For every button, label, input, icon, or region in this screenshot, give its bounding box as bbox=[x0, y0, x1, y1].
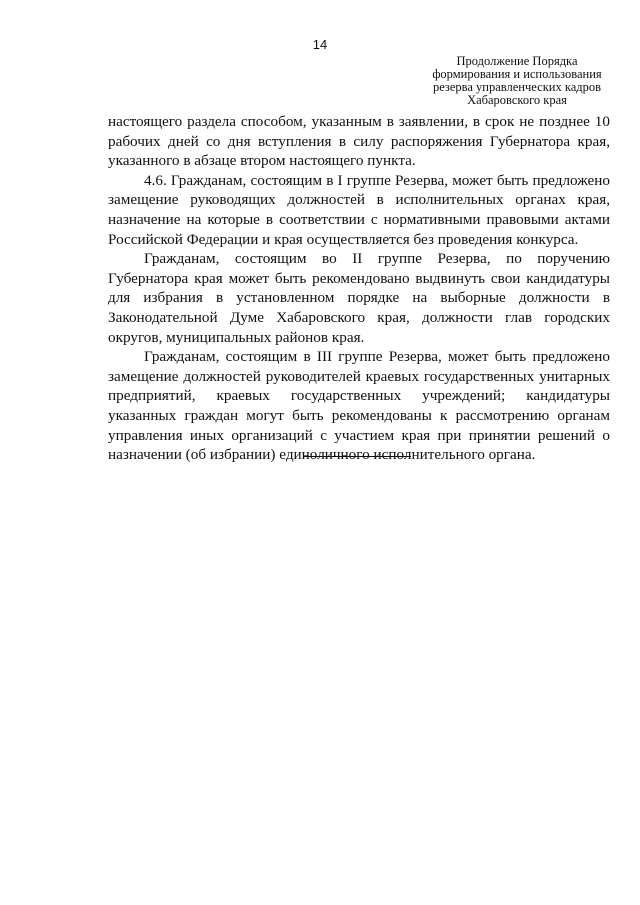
document-body bbox=[108, 112, 610, 465]
header-note-line: Хабаровского края bbox=[467, 93, 567, 107]
paragraph-group-iii: Гражданам, состоящим в III группе Резерва, может быть предложено замещение должностей руководителей краевых государственных унитарных предприятий, краевых государственных учреждений; кандидатуры указанных граждан могут быть рекомендованы к рассмотрению органам управления иных организаций с участием края при принятии решений о назначении (об избрании) единоличного исполнительного органа. bbox=[108, 348, 610, 464]
end-rule-divider bbox=[303, 456, 411, 457]
paragraph-group-ii: Гражданам, состоящим во II группе Резерва, по поручению Губернатора края может быть рекомендовано выдвинуть свои кандидатуры для избрания в установленном порядке на выборные должности в Законодательной Думе Хабаровского края, должности глав городских округов, муниципальных районов края. bbox=[108, 250, 610, 346]
header-note-line: Продолжение Порядка bbox=[456, 54, 578, 68]
paragraph-continuation: настоящего раздела способом, указанным в заявлении, в срок не позднее 10 рабочих дней со дня вступления в силу распоряжения Губернатора края, указанного в абзаце втором настоящего пункта. bbox=[108, 113, 610, 170]
header-note bbox=[408, 55, 626, 107]
header-note-line: резерва управленческих кадров bbox=[432, 80, 602, 94]
header-note-line: формирования и использования bbox=[432, 67, 602, 81]
paragraph-4-6: 4.6. Гражданам, состоящим в I группе Резерва, может быть предложено замещение руководящих должностей в исполнительных органах края, назначение на которые в соответствии с нормативными правовыми актами Российской Федерации и края осуществляется без проведения конкурса. bbox=[108, 171, 610, 248]
page-number: 14 bbox=[312, 37, 328, 52]
